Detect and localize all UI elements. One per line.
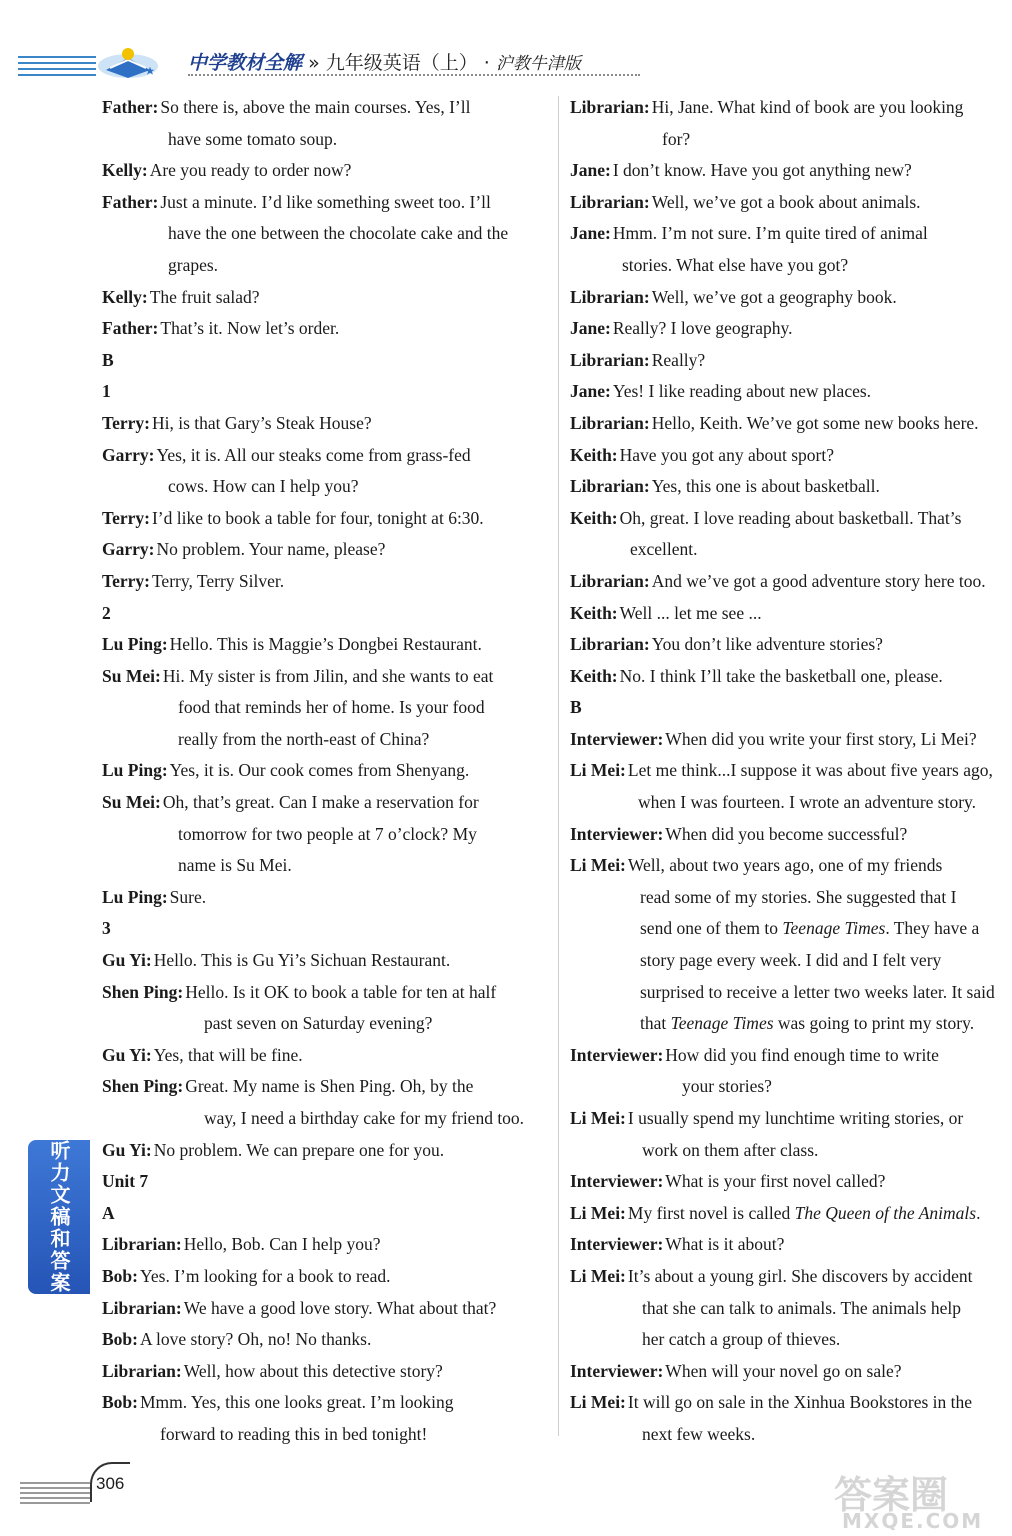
dialogue-line — [102, 661, 550, 693]
dialogue-line — [570, 1166, 1012, 1198]
book-subject: 九年级英语（上） — [325, 52, 478, 74]
section-heading — [102, 1166, 550, 1198]
dialogue-line — [102, 1040, 550, 1072]
heading-text: B — [102, 349, 114, 370]
dialogue-line — [102, 503, 550, 535]
speaker-label: Father: — [102, 318, 159, 339]
speaker-label: Interviewer: — [570, 823, 664, 844]
dialogue-line — [570, 345, 1012, 377]
dialogue-line — [570, 250, 1012, 282]
section-heading — [570, 692, 1012, 724]
dialogue-text: next few weeks. — [642, 1423, 756, 1444]
dialogue-line — [570, 566, 1012, 598]
dialogue-line — [570, 819, 1012, 851]
dialogue-text: And we’ve got a good adventure story here too. — [651, 570, 986, 591]
dialogue-line — [570, 124, 1012, 156]
dialogue-text: Hello. This is Gu Yi’s Sichuan Restaurant. — [153, 950, 451, 971]
dialogue-line — [570, 755, 1012, 787]
dialogue-line — [102, 534, 550, 566]
dialogue-text: Yes, that will be fine. — [153, 1044, 303, 1065]
dialogue-text: Mmm. Yes, this one looks great. I’m looking — [139, 1392, 454, 1413]
dialogue-text: Hello, Bob. Can I help you? — [183, 1234, 381, 1255]
speaker-label: Jane: — [570, 381, 611, 402]
dialogue-line — [102, 218, 550, 250]
speaker-label: Kelly: — [102, 286, 148, 307]
speaker-label: Shen Ping: — [102, 981, 184, 1002]
dialogue-text: A love story? Oh, no! No thanks. — [139, 1329, 372, 1350]
dialogue-line — [570, 282, 1012, 314]
dialogue-line — [102, 882, 550, 914]
dialogue-line — [570, 1293, 1012, 1325]
dialogue-line — [102, 1356, 550, 1388]
dialogue-text: have some tomato soup. — [168, 128, 338, 149]
dialogue-line — [102, 819, 550, 851]
dialogue-line — [570, 1419, 1012, 1451]
dialogue-line — [102, 1387, 550, 1419]
dialogue-line — [570, 882, 1012, 914]
speaker-label: Li Mei: — [570, 855, 626, 876]
header-decor-lines — [18, 56, 96, 80]
dialogue-line — [102, 1071, 550, 1103]
dialogue-line — [102, 945, 550, 977]
dialogue-line — [102, 282, 550, 314]
dialogue-line — [570, 471, 1012, 503]
section-heading — [102, 376, 550, 408]
header-dotted-rule — [188, 74, 640, 76]
right-column — [570, 92, 1012, 1451]
italic-title: The Queen of the Animals — [794, 1202, 977, 1223]
dialogue-line — [102, 187, 550, 219]
speaker-label: Interviewer: — [570, 1360, 664, 1381]
dialogue-line — [102, 1008, 550, 1040]
dialogue-text: Oh, that’s great. Can I make a reservation for — [162, 792, 479, 813]
speaker-label: Li Mei: — [570, 1392, 626, 1413]
dialogue-line — [570, 661, 1012, 693]
dialogue-text: I don’t know. Have you got anything new? — [612, 160, 912, 181]
dialogue-line — [570, 408, 1012, 440]
dialogue-line — [102, 471, 550, 503]
dialogue-text: No problem. Your name, please? — [156, 539, 386, 560]
dialogue-line — [570, 440, 1012, 472]
column-divider — [558, 96, 559, 1436]
heading-text: B — [570, 697, 582, 718]
dialogue-line — [570, 724, 1012, 756]
dialogue-line — [570, 534, 1012, 566]
dialogue-text: Hello, Keith. We’ve got some new books here. — [651, 412, 979, 433]
speaker-label: Librarian: — [570, 634, 650, 655]
dialogue-text: when I was fourteen. I wrote an adventure story. — [638, 792, 977, 813]
dialogue-line — [570, 945, 1012, 977]
speaker-label: Librarian: — [570, 349, 650, 370]
speaker-label: Lu Ping: — [102, 634, 168, 655]
section-heading — [102, 913, 550, 945]
book-logo-icon — [96, 44, 160, 80]
dialogue-line — [570, 850, 1012, 882]
dialogue-text: When did you become successful? — [665, 823, 908, 844]
speaker-label: Interviewer: — [570, 1171, 664, 1192]
dialogue-text: So there is, above the main courses. Yes, I’ll — [160, 97, 471, 117]
dialogue-text: It will go on sale in the Xinhua Bookstores in the — [627, 1392, 973, 1413]
dialogue-line — [102, 692, 550, 724]
dialogue-text: name is Su Mei. — [178, 855, 292, 876]
dialogue-text: for? — [662, 128, 691, 149]
dialogue-line — [570, 787, 1012, 819]
speaker-label: Lu Ping: — [102, 886, 168, 907]
dialogue-text: I usually spend my lunchtime writing stories, or — [627, 1108, 964, 1128]
dialogue-line — [570, 1261, 1012, 1293]
dialogue-text: Just a minute. I’d like something sweet too. I’ll — [160, 191, 491, 212]
dialogue-line — [102, 1293, 550, 1325]
speaker-label: Jane: — [570, 318, 611, 339]
speaker-label: Terry: — [102, 570, 150, 591]
footer-decor-lines — [20, 1482, 90, 1507]
dialogue-text: You don’t like adventure stories? — [651, 634, 883, 655]
dialogue-line — [570, 977, 1012, 1009]
dialogue-line — [570, 1040, 1012, 1072]
left-column — [102, 92, 550, 1451]
dialogue-text: Well, how about this detective story? — [183, 1360, 443, 1381]
dialogue-text: It’s about a young girl. She discovers by accident — [627, 1265, 973, 1286]
speaker-label: Librarian: — [570, 570, 650, 591]
dialogue-text: Let me think...I suppose it was about five years ago, — [627, 760, 993, 781]
dialogue-line — [102, 1419, 550, 1451]
dialogue-text — [640, 913, 1012, 945]
speaker-label: Terry: — [102, 507, 150, 528]
dialogue-line — [102, 1135, 550, 1167]
series-brand: 中学教材全解 — [188, 52, 303, 74]
speaker-label: Interviewer: — [570, 728, 664, 749]
dialogue-line — [102, 1103, 550, 1135]
dialogue-line — [570, 503, 1012, 535]
dialogue-line — [570, 1008, 1012, 1040]
dialogue-text: When will your novel go on sale? — [665, 1360, 902, 1381]
dialogue-text: Well, we’ve got a book about animals. — [651, 191, 921, 212]
speaker-label: Librarian: — [102, 1360, 182, 1381]
speaker-label: Interviewer: — [570, 1234, 664, 1255]
dialogue-text: that she can talk to animals. The animals help — [642, 1297, 961, 1318]
speaker-label: Gu Yi: — [102, 950, 152, 971]
speaker-label: Father: — [102, 97, 159, 117]
heading-text: A — [102, 1202, 115, 1223]
dialogue-line — [570, 1324, 1012, 1356]
speaker-label: Keith: — [570, 602, 618, 623]
dialogue-text: Sure. — [169, 886, 207, 907]
dialogue-text: Yes, this one is about basketball. — [651, 476, 880, 497]
dialogue-text: excellent. — [630, 539, 698, 560]
page-number — [90, 1462, 130, 1502]
dialogue-text: Yes, it is. Our cook comes from Shenyang. — [169, 760, 470, 781]
dialogue-line — [102, 92, 550, 124]
dialogue-text: Are you ready to order now? — [149, 160, 352, 181]
dialogue-line — [570, 1229, 1012, 1261]
watermark-site: MXQE.COM — [842, 1509, 984, 1530]
dialogue-line — [102, 755, 550, 787]
dialogue-text: What is your first novel called? — [665, 1171, 886, 1192]
speaker-label: Keith: — [570, 665, 618, 686]
dialogue-line — [102, 313, 550, 345]
section-heading — [102, 1198, 550, 1230]
speaker-label: Librarian: — [102, 1234, 182, 1255]
speaker-label: Keith: — [570, 444, 618, 465]
text-fragment: was going to print my story. — [773, 1013, 975, 1034]
speaker-label: Librarian: — [102, 1297, 182, 1318]
dialogue-line — [570, 187, 1012, 219]
dialogue-text: Hi, Jane. What kind of book are you looking — [651, 97, 964, 117]
dialogue-line — [570, 629, 1012, 661]
speaker-label: Librarian: — [570, 191, 650, 212]
speaker-label: Librarian: — [570, 97, 650, 117]
dialogue-text: Really? — [651, 349, 706, 370]
dialogue-text: really from the north-east of China? — [178, 728, 430, 749]
heading-text: 1 — [102, 381, 111, 402]
section-heading — [102, 598, 550, 630]
dialogue-text: When did you write your first story, Li Mei? — [665, 728, 977, 749]
dialogue-line — [570, 1198, 1012, 1230]
text-fragment: . They have a — [885, 918, 980, 939]
dialogue-text: I’d like to book a table for four, tonight at 6:30. — [151, 507, 484, 528]
dialogue-text: Yes, it is. All our steaks come from grass-fed — [156, 444, 471, 465]
dialogue-text: That’s it. Now let’s order. — [160, 318, 340, 339]
dialogue-line — [102, 1324, 550, 1356]
dialogue-line — [570, 1356, 1012, 1388]
dialogue-line — [102, 250, 550, 282]
dialogue-text — [640, 1008, 1012, 1040]
dialogue-line — [102, 724, 550, 756]
chevron-right-icon: » — [308, 52, 320, 74]
dialogue-text: Hi, is that Gary’s Steak House? — [151, 412, 372, 433]
dialogue-text: Yes! I like reading about new places. — [612, 381, 872, 402]
dialogue-line — [102, 440, 550, 472]
section-heading — [102, 345, 550, 377]
text-fragment: . — [976, 1202, 981, 1223]
dialogue-text: How did you find enough time to write — [665, 1044, 939, 1065]
speaker-label: Su Mei: — [102, 792, 161, 813]
dialogue-text: way, I need a birthday cake for my friend too. — [204, 1108, 525, 1128]
italic-title: Teenage Times — [782, 918, 886, 939]
dialogue-text: have the one between the chocolate cake and the — [168, 223, 509, 244]
dialogue-text — [628, 1198, 1012, 1230]
dialogue-text: Well, about two years ago, one of my friends — [627, 855, 943, 876]
speaker-label: Kelly: — [102, 160, 148, 181]
watermark-logo — [830, 1468, 1004, 1530]
dialogue-text: Have you got any about sport? — [619, 444, 834, 465]
dialogue-text: cows. How can I help you? — [168, 476, 359, 497]
dialogue-line — [102, 787, 550, 819]
dialogue-text: Well, we’ve got a geography book. — [651, 286, 897, 307]
speaker-label: Lu Ping: — [102, 760, 168, 781]
dialogue-text: The fruit salad? — [149, 286, 260, 307]
heading-text: 3 — [102, 918, 111, 939]
dialogue-line — [102, 408, 550, 440]
dialogue-line — [570, 155, 1012, 187]
dialogue-line — [102, 566, 550, 598]
dialogue-line — [570, 1103, 1012, 1135]
page-header — [0, 0, 1012, 84]
dialogue-text: Hmm. I’m not sure. I’m quite tired of animal — [612, 223, 928, 244]
speaker-label: Shen Ping: — [102, 1076, 184, 1097]
dialogue-line — [570, 218, 1012, 250]
speaker-label: Bob: — [102, 1329, 138, 1350]
dialogue-line — [570, 1387, 1012, 1419]
speaker-label: Father: — [102, 191, 159, 212]
dialogue-text: Well ... let me see ... — [619, 602, 762, 623]
dialogue-text: Really? I love geography. — [612, 318, 793, 339]
speaker-label: Gu Yi: — [102, 1139, 152, 1160]
text-fragment: that — [640, 1013, 671, 1034]
heading-text: Unit 7 — [102, 1171, 149, 1192]
speaker-label: Li Mei: — [570, 1202, 626, 1223]
dialogue-text: No problem. We can prepare one for you. — [153, 1139, 445, 1160]
dialogue-text: Great. My name is Shen Ping. Oh, by the — [185, 1076, 474, 1097]
speaker-label: Garry: — [102, 444, 155, 465]
speaker-label: Li Mei: — [570, 760, 626, 781]
dialogue-text: We have a good love story. What about that? — [183, 1297, 497, 1318]
speaker-label: Li Mei: — [570, 1108, 626, 1128]
dialogue-text: What is it about? — [665, 1234, 785, 1255]
italic-title: Teenage Times — [670, 1013, 774, 1034]
dialogue-text: Hi. My sister is from Jilin, and she wants to eat — [162, 665, 494, 686]
speaker-label: Librarian: — [570, 286, 650, 307]
dialogue-line — [570, 913, 1012, 945]
dialogue-text: your stories? — [682, 1076, 772, 1097]
speaker-label: Bob: — [102, 1392, 138, 1413]
text-fragment: My first novel is called — [627, 1202, 795, 1223]
dialogue-text: stories. What else have you got? — [622, 254, 849, 275]
watermark-text: 答案圈 — [834, 1473, 949, 1517]
speaker-label: Su Mei: — [102, 665, 161, 686]
dialogue-line — [570, 376, 1012, 408]
dialogue-line — [570, 92, 1012, 124]
text-fragment: send one of them to — [640, 918, 783, 939]
header-title: 中学教材全解 » 九年级英语（上） · 沪教牛津版 — [188, 52, 581, 74]
book-edition: 沪教牛津版 — [495, 54, 581, 74]
dialogue-text: forward to reading this in bed tonight! — [160, 1423, 428, 1444]
speaker-label: Jane: — [570, 160, 611, 181]
dialogue-text: grapes. — [168, 254, 219, 275]
speaker-label: Keith: — [570, 507, 618, 528]
dialogue-line — [102, 629, 550, 661]
dialogue-text: No. I think I’ll take the basketball one, please. — [619, 665, 943, 686]
dialogue-line — [570, 313, 1012, 345]
speaker-label: Jane: — [570, 223, 611, 244]
dialogue-text: Hello. Is it OK to book a table for ten at half — [185, 981, 497, 1002]
speaker-label: Li Mei: — [570, 1265, 626, 1286]
dialogue-text: Oh, great. I love reading about basketball. That’s — [619, 507, 962, 528]
section-side-tab: 听力文稿和答案 — [28, 1140, 90, 1294]
heading-text: 2 — [102, 602, 111, 623]
dialogue-line — [102, 850, 550, 882]
speaker-label: Interviewer: — [570, 1044, 664, 1065]
dialogue-line — [102, 977, 550, 1009]
dialogue-line — [102, 124, 550, 156]
dialogue-text: surprised to receive a letter two weeks later. It said — [640, 981, 995, 1002]
dialogue-text: Terry, Terry Silver. — [151, 570, 285, 591]
dialogue-text: tomorrow for two people at 7 o’clock? My — [178, 823, 477, 844]
dialogue-text: past seven on Saturday evening? — [204, 1013, 433, 1034]
dialogue-line — [102, 1229, 550, 1261]
speaker-label: Librarian: — [570, 412, 650, 433]
dialogue-line — [102, 1261, 550, 1293]
dialogue-text: work on them after class. — [642, 1139, 819, 1160]
dialogue-text: Yes. I’m looking for a book to read. — [139, 1265, 391, 1286]
dialogue-line — [570, 598, 1012, 630]
dialogue-line — [570, 1071, 1012, 1103]
dialogue-text: read some of my stories. She suggested that I — [640, 886, 957, 907]
dialogue-text: her catch a group of thieves. — [642, 1329, 841, 1350]
speaker-label: Garry: — [102, 539, 155, 560]
page-number-text: 306 — [96, 1474, 125, 1493]
speaker-label: Gu Yi: — [102, 1044, 152, 1065]
dialogue-text: food that reminds her of home. Is your food — [178, 697, 485, 718]
dialogue-text: Hello. This is Maggie’s Dongbei Restaurant. — [169, 634, 482, 655]
speaker-label: Librarian: — [570, 476, 650, 497]
dialogue-line — [102, 155, 550, 187]
dialogue-text: story page every week. I did and I felt very — [640, 950, 942, 971]
speaker-label: Bob: — [102, 1265, 138, 1286]
speaker-label: Terry: — [102, 412, 150, 433]
dialogue-line — [570, 1135, 1012, 1167]
